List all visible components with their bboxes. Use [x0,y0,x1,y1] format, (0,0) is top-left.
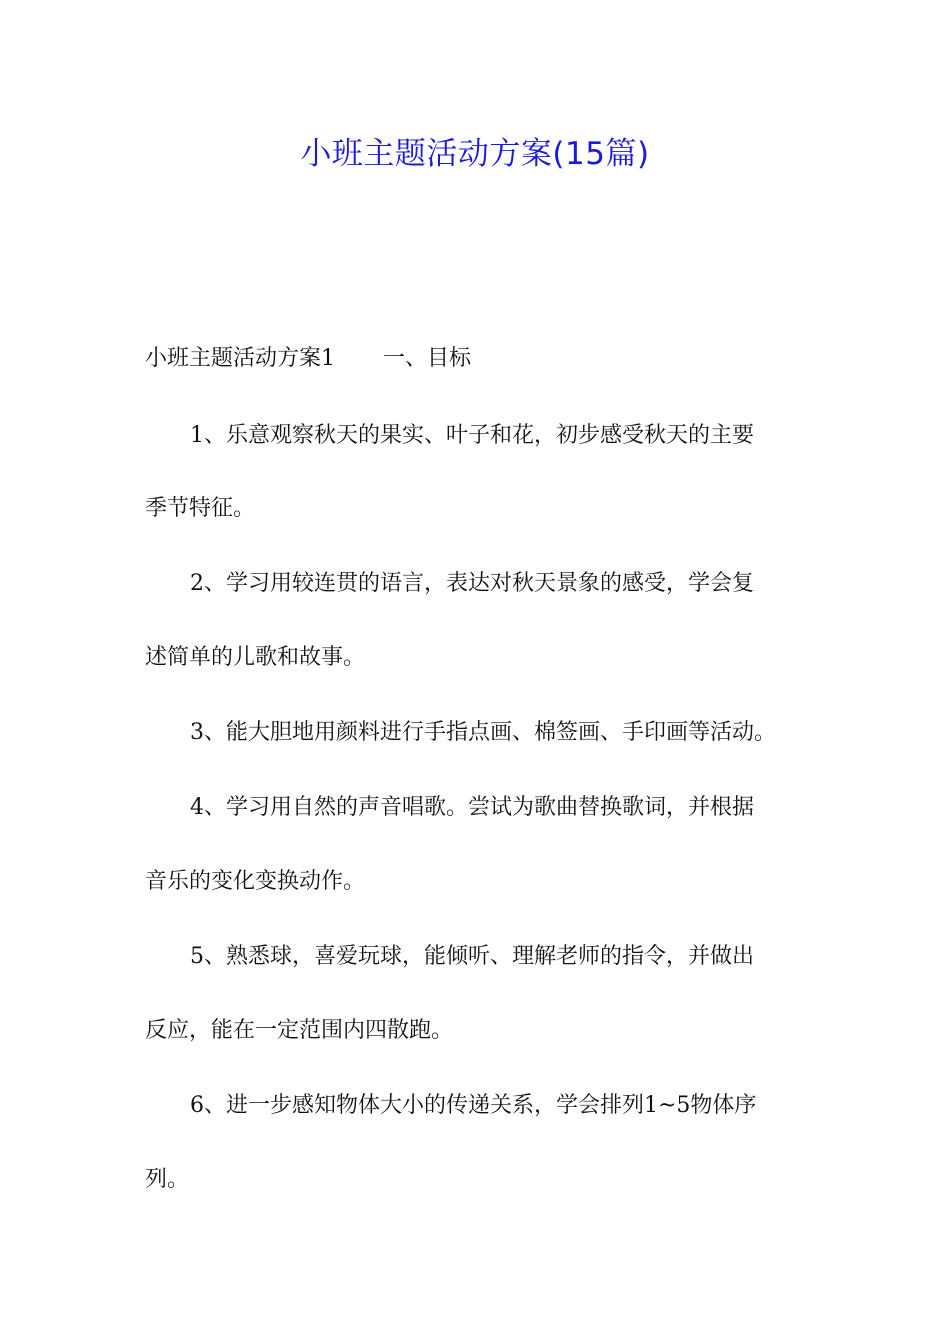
paragraph-line: 4、学习用自然的声音唱歌。尝试为歌曲替换歌词，并根据 [190,795,754,820]
section-heading-line [145,344,471,374]
goal-heading: 一、目标 [383,346,472,371]
paragraph-line: 3、能大胆地用颜料进行手指点画、棉签画、手印画等活动。 [190,720,776,745]
paragraph-line: 列。 [145,1167,190,1192]
paragraph-line: 音乐的变化变换动作。 [145,869,366,894]
paragraph-line: 6、进一步感知物体大小的传递关系，学会排列1~5物体序 [190,1093,757,1118]
document-title: 小班主题活动方案(15篇) [300,136,650,172]
paragraph-line: 2、学习用较连贯的语言，表达对秋天景象的感受，学会复 [190,571,754,596]
section-heading: 小班主题活动方案1 [145,346,335,371]
paragraph-line: 5、熟悉球，喜爱玩球，能倾听、理解老师的指令，并做出 [190,944,754,969]
paragraph-line: 反应，能在一定范围内四散跑。 [145,1018,454,1043]
paragraph-line: 述简单的儿歌和故事。 [145,645,366,670]
paragraph-line: 季节特征。 [145,496,256,521]
paragraph-line: 1、乐意观察秋天的果实、叶子和花，初步感受秋天的主要 [190,423,754,448]
